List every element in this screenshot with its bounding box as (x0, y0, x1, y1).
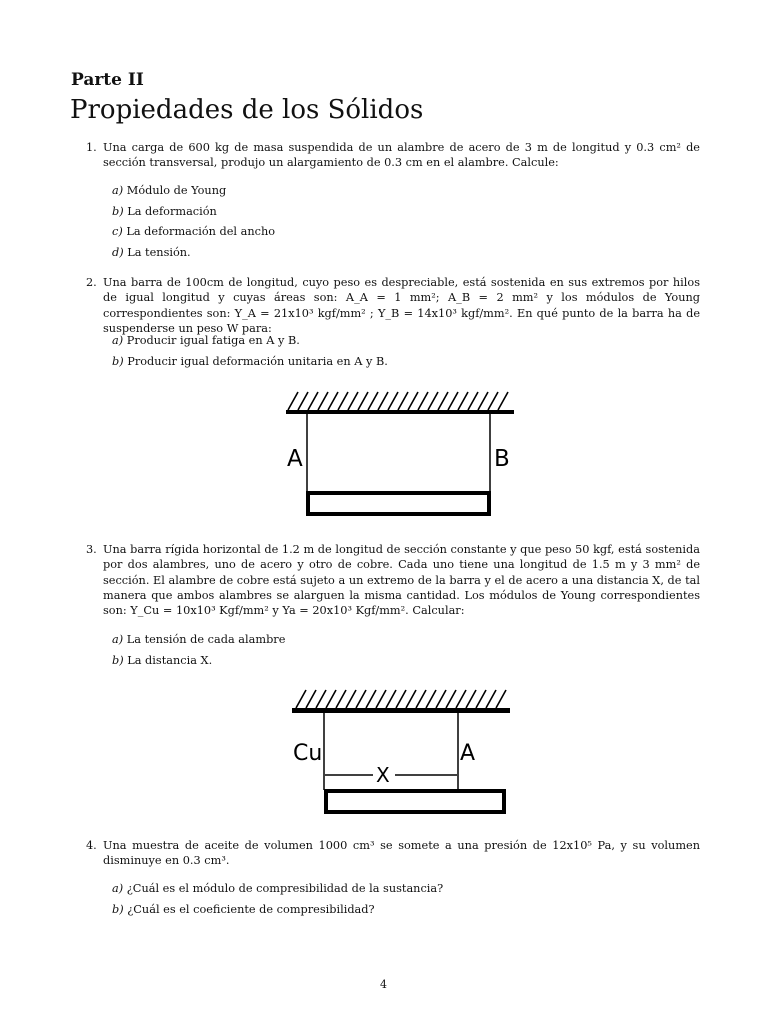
list-item (112, 633, 285, 646)
item-text: La deformación del ancho (126, 225, 276, 238)
problem-text: Una barra de 100cm de longitud, cuyo peso es despreciable, está sostenida en sus extremos por hilos de igual longitud y cuyas áreas son: A_A = 1 mm²; A_B = 2 mm² y los módulos de Young correspondientes son: Y_A = 21x10³ kgf/mm² ; Y_B = 14x10³ kgf/mm². En qué punto de la barra ha de suspenderse un peso W para: (103, 276, 700, 335)
label-x: X (376, 763, 390, 787)
item-label: b) (112, 205, 124, 218)
problem-text: Una muestra de aceite de volumen 1000 cm³ se somete a una presión de 12x10⁵ Pa, y su volumen disminuye en 0.3 cm³. (103, 839, 700, 868)
item-label: a) (112, 334, 124, 347)
item-label: c) (112, 225, 123, 238)
problem-number: 3. (86, 543, 97, 556)
item-label: a) (112, 184, 124, 197)
problem-2 (86, 275, 700, 336)
label-b: B (494, 446, 510, 472)
page-number: 4 (380, 978, 387, 991)
problem-number: 1. (86, 141, 97, 154)
problem-text: Una barra rígida horizontal de 1.2 m de longitud de sección constante y que peso 50 kgf, está sostenida por dos alambres, uno de acero y otro de cobre. Cada uno tiene una longitud de 1.5 m y 3 mm² de sección. El alambre de cobre está sujeto a un extremo de la barra y el de acero a una distancia X, de tal manera que ambos alambres se alarguen la misma cantidad. Los módulos de Young correspondientes son: Y_Cu = 10x10³ Kgf/mm² y Ya = 20x10³ Kgf/mm². Calcular: (103, 543, 700, 618)
item-label: a) (112, 882, 124, 895)
list-item (112, 355, 388, 368)
list-item (112, 225, 275, 238)
problem-4 (86, 838, 700, 869)
list-item (112, 184, 226, 197)
item-text: La tensión. (127, 246, 191, 259)
list-item (112, 334, 300, 347)
problem-1 (86, 140, 700, 171)
list-item (112, 246, 191, 259)
bar (308, 493, 489, 514)
problem-text: Una carga de 600 kg de masa suspendida de un alambre de acero de 3 m de longitud y 0.3 cm² de sección transversal, produjo un alargamiento de 0.3 cm en el alambre. Calcule: (103, 141, 700, 170)
list-item (112, 205, 217, 218)
item-text: La deformación (127, 205, 217, 218)
figure-cu-a-wires (288, 684, 516, 822)
page-title: Propiedades de los Sólidos (70, 95, 424, 125)
list-item (112, 654, 212, 667)
ceiling-hatch (288, 392, 508, 410)
item-text: ¿Cuál es el coeficiente de compresibilidad? (127, 903, 375, 916)
problem-3 (86, 542, 700, 618)
bar (326, 791, 504, 812)
item-label: b) (112, 654, 124, 667)
item-text: Producir igual deformación unitaria en A y B. (127, 355, 388, 368)
ceiling (286, 410, 514, 414)
label-a: A (460, 741, 476, 766)
item-label: b) (112, 903, 124, 916)
item-text: La distancia X. (127, 654, 213, 667)
item-text: La tensión de cada alambre (126, 633, 286, 646)
item-label: d) (112, 246, 124, 259)
item-label: b) (112, 355, 124, 368)
label-a: A (287, 446, 303, 472)
label-cu: Cu (293, 741, 323, 766)
figure-two-wires (280, 386, 520, 520)
item-text: Módulo de Young (126, 184, 227, 197)
item-label: a) (112, 633, 124, 646)
item-text: Producir igual fatiga en A y B. (126, 334, 300, 347)
ceiling (292, 708, 510, 713)
problem-number: 2. (86, 276, 97, 289)
ceiling-hatch (296, 690, 506, 708)
part-label: Parte II (71, 70, 144, 90)
item-text: ¿Cuál es el módulo de compresibilidad de la sustancia? (126, 882, 444, 895)
list-item (112, 903, 375, 916)
problem-number: 4. (86, 839, 97, 852)
list-item (112, 882, 443, 895)
